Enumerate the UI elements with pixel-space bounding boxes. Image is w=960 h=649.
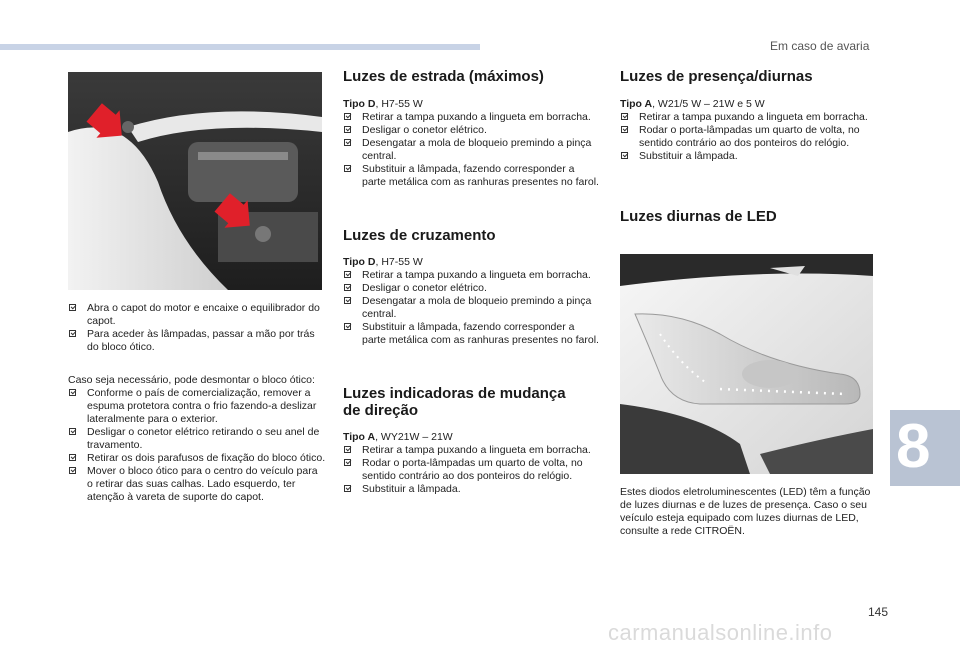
engine-bay-photo [68,72,322,290]
led-description: Estes diodos eletroluminescentes (LED) têm a função de luzes diurnas e de luzes de presença. Caso o seu veículo esteja equipado com luzes diurnas de LED, consulte a rede CITROËN. [620,486,871,537]
spec-position-lights: Tipo A, W21/5 W – 21W e 5 W [620,98,765,110]
list-item: Substituir a lâmpada. [620,150,878,163]
list-item: Rodar o porta-lâmpadas um quarto de volta, no sentido contrário ao dos ponteiros do relógio. [620,124,878,150]
chapter-number: 8 [896,412,931,481]
steps-low-beam [343,269,599,347]
top-bar [0,44,480,50]
steps-open-bonnet [68,302,326,354]
heading-high-beam: Luzes de estrada (máximos) [343,68,544,85]
list-item: Retirar a tampa puxando a lingueta em borracha. [343,111,599,124]
list-item: Retirar a tampa puxando a lingueta em borracha. [343,269,599,282]
page-number: 145 [868,605,889,619]
watermark: carmanualsonline.info [608,620,833,645]
steps-high-beam [343,111,599,189]
heading-low-beam: Luzes de cruzamento [343,227,496,244]
led-headlamp-photo [620,254,873,474]
list-item: Substituir a lâmpada. [343,483,599,496]
column-middle [343,68,599,496]
heading-position-lights: Luzes de presença/diurnas [620,68,813,85]
list-item: Para aceder às lâmpadas, passar a mão por trás do bloco ótico. [68,328,326,354]
spec-indicators: Tipo A, WY21W – 21W [343,431,453,443]
list-item: Desengatar a mola de bloqueio premindo a pinça central. [343,295,599,321]
column-left [68,302,326,504]
steps-indicators [343,444,599,496]
intro-text: Caso seja necessário, pode desmontar o bloco ótico: [68,374,315,386]
list-item: Mover o bloco ótico para o centro do veículo para o retirar das suas calhas. Lado esquerdo, ter atenção à vareta de suporte do capot. [68,465,326,504]
steps-position-lights [620,111,878,163]
list-item: Substituir a lâmpada, fazendo corresponder a parte metálica com as ranhuras presentes no farol. [343,163,599,189]
list-item: Rodar o porta-lâmpadas um quarto de volta, no sentido contrário ao dos ponteiros do relógio. [343,457,599,483]
column-right [620,68,878,225]
list-item: Desligar o conetor elétrico. [343,282,599,295]
list-item: Desengatar a mola de bloqueio premindo a pinça central. [343,137,599,163]
list-item: Desligar o conetor elétrico retirando o seu anel de travamento. [68,426,326,452]
heading-led-lights: Luzes diurnas de LED [620,208,777,225]
list-item: Abra o capot do motor e encaixe o equilibrador do capot. [68,302,326,328]
list-item: Retirar a tampa puxando a lingueta em borracha. [343,444,599,457]
list-item: Conforme o país de comercialização, remover a espuma protetora contra o frio fazendo-a deslizar lateralmente para o exterior. [68,387,326,426]
spec-low-beam: Tipo D, H7-55 W [343,256,423,268]
spec-high-beam: Tipo D, H7-55 W [343,98,423,110]
section-title: Em caso de avaria [770,39,870,53]
list-item: Retirar a tampa puxando a lingueta em borracha. [620,111,878,124]
steps-remove-headlamp [68,387,326,504]
list-item: Retirar os dois parafusos de fixação do bloco ótico. [68,452,326,465]
list-item: Substituir a lâmpada, fazendo corresponder a parte metálica com as ranhuras presentes no farol. [343,321,599,347]
heading-indicators: Luzes indicadoras de mudança de direção [343,385,566,419]
list-item: Desligar o conetor elétrico. [343,124,599,137]
